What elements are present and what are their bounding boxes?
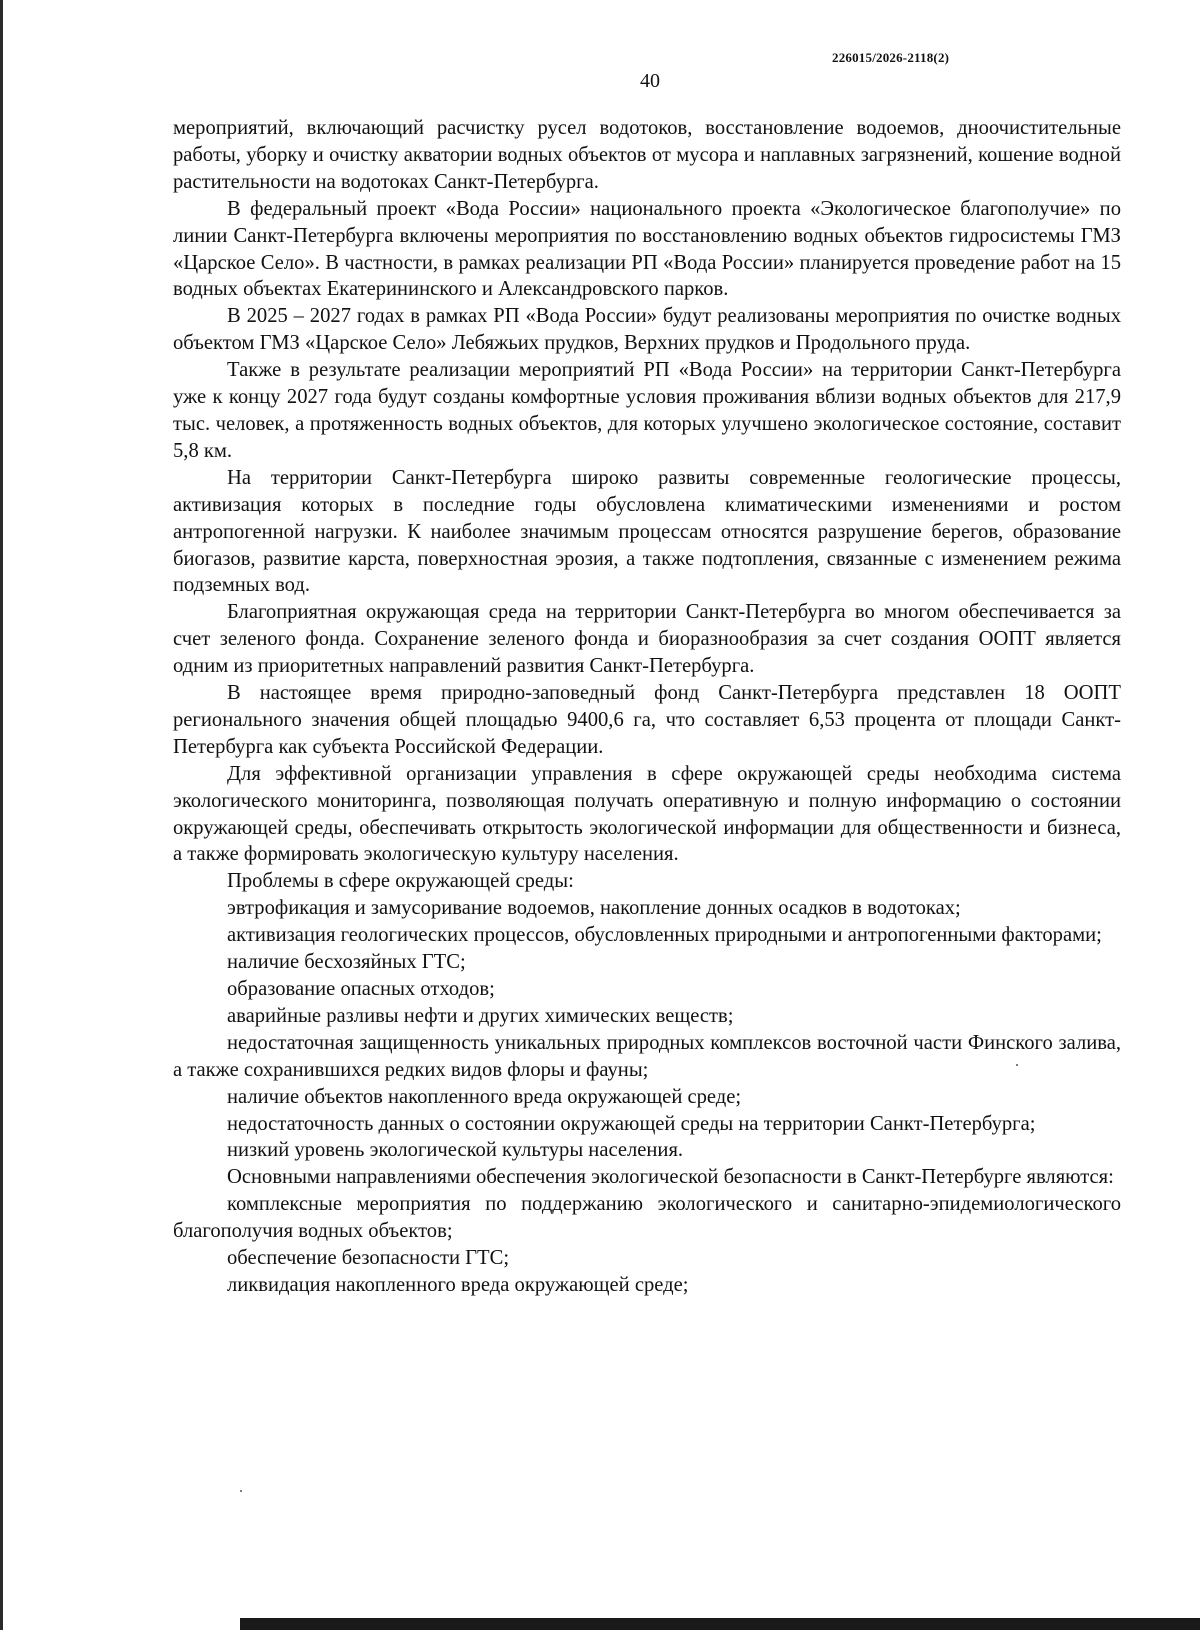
list-item: аварийные разливы нефти и других химических веществ; bbox=[227, 1004, 734, 1027]
list-item: наличие объектов накопленного вреда окружающей среде; bbox=[227, 1085, 742, 1108]
scan-speck bbox=[1016, 1064, 1018, 1066]
paragraph: В 2025 – 2027 годах в рамках РП «Вода России» будут реализованы мероприятия по очистке водных объектом ГМЗ «Царское Село» Лебяжьих прудков, Верхних прудков и Продольного пруда. bbox=[173, 305, 1121, 355]
list-item: недостаточная защищенность уникальных природных комплексов восточной части Финского залива, а также сохранившихся редких видов флоры и фауны; bbox=[173, 1031, 1121, 1081]
list-item: наличие бесхозяйных ГТС; bbox=[227, 951, 466, 974]
list-item: ликвидация накопленного вреда окружающей среде; bbox=[227, 1273, 689, 1296]
list-item: эвтрофикация и замусоривание водоемов, накопление донных осадков в водотоках; bbox=[227, 897, 961, 920]
page-number: 40 bbox=[640, 70, 660, 92]
paragraph-continuation: мероприятий, включающий расчистку русел водотоков, восстановление водоемов, дноочистительные работы, уборку и очистку акватории водных объектов от мусора и наплавных загрязнений, кошение водной растительности на водотоках Санкт-Петербурга. bbox=[173, 117, 1121, 193]
paragraph: Благоприятная окружающая среда на территории Санкт-Петербурга во многом обеспечивается за счет зеленого фонда. Сохранение зеленого фонда и биоразнообразия за счет создания ООПТ является одним из приоритетных направлений развития Санкт-Петербурга. bbox=[173, 601, 1121, 678]
scan-edge-bottom bbox=[240, 1618, 1200, 1630]
list-item: недостаточность данных о состоянии окружающей среды на территории Санкт-Петербурга; bbox=[227, 1112, 1036, 1135]
scan-speck bbox=[240, 1490, 242, 1492]
paragraph: Также в результате реализации мероприятий РП «Вода России» на территории Санкт-Петербурга уже к концу 2027 года будут созданы комфортные условия проживания вблизи водных объектов для 217,9 тыс. человек, а протяженность водных объектов, для которых улучшено экологическое состояние, составит 5,8 км. bbox=[173, 359, 1121, 462]
paragraph: Для эффективной организации управления в сфере окружающей среды необходима система экологического мониторинга, позволяющая получать оперативную и полную информацию о состоянии окружающей среды, обеспечивать открытость экологической информации для общественности и бизнеса, а также формировать экологическую культуру населения. bbox=[173, 762, 1121, 866]
list-heading: Проблемы в сфере окружающей среды: bbox=[227, 870, 574, 893]
scan-edge-left bbox=[0, 0, 3, 1630]
list-item: образование опасных отходов; bbox=[227, 978, 495, 1000]
document-registration-number: 226015/2026-2118(2) bbox=[832, 50, 950, 65]
list-item: обеспечение безопасности ГТС; bbox=[227, 1247, 510, 1270]
paragraph: На территории Санкт-Петербурга широко развиты современные геологические процессы, активизация которых в последние годы обусловлена климатическими изменениями и ростом антропогенной нагрузки. К наиболее значимым процессам относятся разрушение берегов, образование биогазов, развитие карста, поверхностная эрозия, а также подтопления, связанные с изменением режима подземных вод. bbox=[173, 466, 1121, 597]
list-item: комплексные мероприятия по поддержанию экологического и санитарно-эпидемиологического благополучия водных объектов; bbox=[173, 1193, 1121, 1243]
list-heading: Основными направлениями обеспечения экологической безопасности в Санкт-Петербурге являются: bbox=[227, 1166, 1114, 1189]
paragraph: В федеральный проект «Вода России» национального проекта «Экологическое благополучие» по линии Санкт-Петербурга включены мероприятия по восстановлению водных объектов гидросистемы ГМЗ «Царское Село». В частности, в рамках реализации РП «Вода России» планируется проведение работ на 15 водных объектах Екатерининского и Александровского парков. bbox=[173, 197, 1121, 301]
list-item: активизация геологических процессов, обусловленных природными и антропогенными факторами; bbox=[227, 924, 1102, 947]
document-body bbox=[173, 115, 1121, 1299]
list-item: низкий уровень экологической культуры населения. bbox=[227, 1139, 684, 1162]
paragraph: В настоящее время природно-заповедный фонд Санкт-Петербурга представлен 18 ООПТ регионального значения общей площадью 9400,6 га, что составляет 6,53 процента от площади Санкт-Петербурга как субъекта Российской Федерации. bbox=[173, 682, 1121, 758]
